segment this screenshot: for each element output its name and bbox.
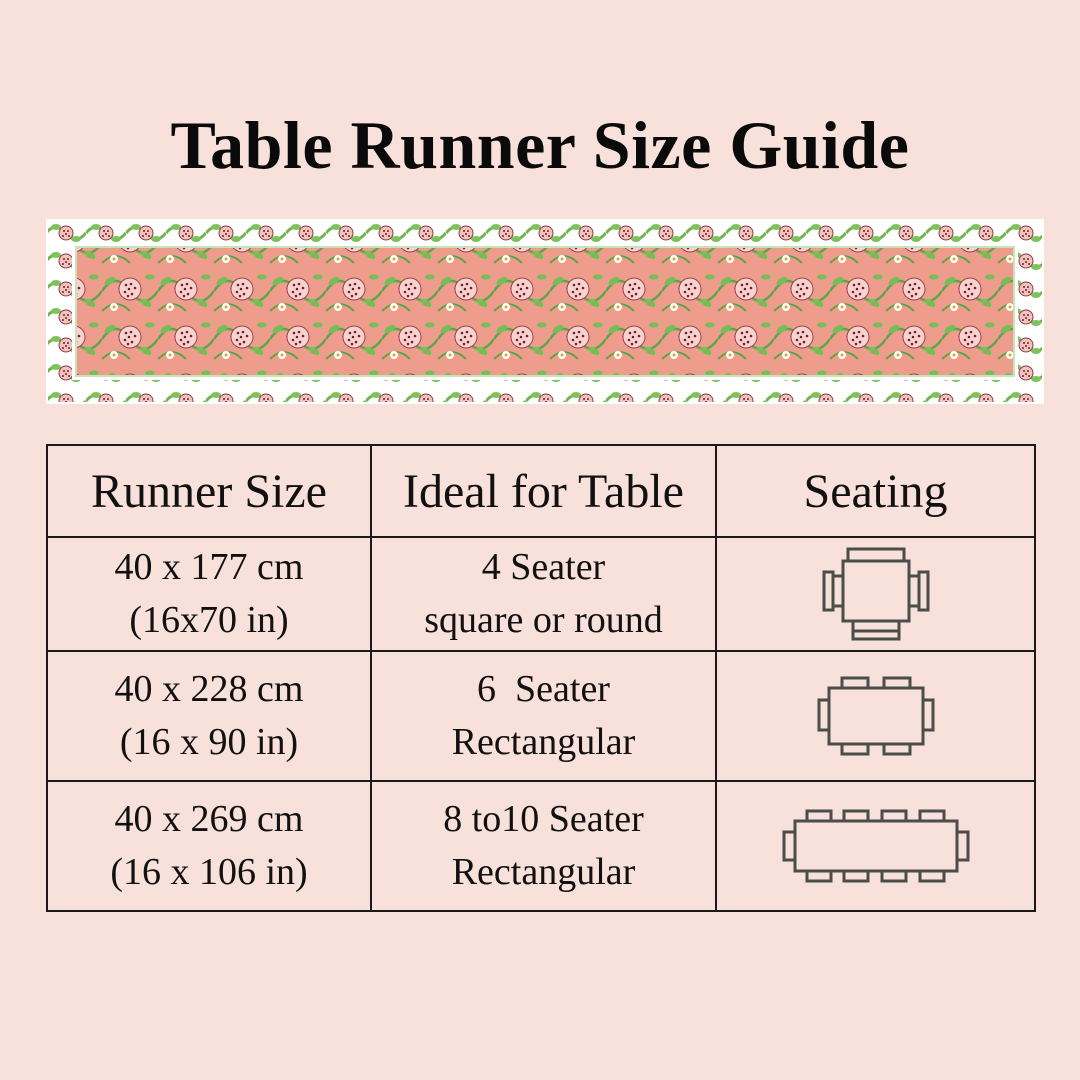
- runner-size-cell: [47, 537, 371, 651]
- seater-count: 4 Seater: [481, 546, 606, 588]
- ideal-table-cell: [371, 651, 716, 781]
- table-runner-image: [46, 219, 1044, 404]
- page-title: Table Runner Size Guide: [170, 107, 910, 183]
- header-seating: Seating: [716, 445, 1035, 537]
- runner-size-cm: 40 x 228 cm: [114, 668, 304, 710]
- table-shape: Rectangular: [451, 721, 636, 763]
- ideal-table-cell: [371, 781, 716, 911]
- runner-size-cell: [47, 781, 371, 911]
- table-header-row: [47, 445, 1035, 537]
- table-shape: Rectangular: [451, 851, 636, 893]
- table-row: [47, 781, 1035, 911]
- table-shape: square or round: [424, 599, 663, 641]
- eight-to-ten-seater-table-icon: [716, 781, 1035, 911]
- table-row: [47, 537, 1035, 651]
- runner-size-cell: [47, 651, 371, 781]
- runner-size-in: (16 x 106 in): [110, 851, 308, 893]
- seater-count: 8 to10 Seater: [443, 798, 644, 840]
- runner-size-in: (16x70 in): [129, 599, 289, 641]
- runner-size-in: (16 x 90 in): [119, 721, 299, 763]
- size-guide-table: [46, 444, 1036, 912]
- header-runner-size: Runner Size: [47, 445, 371, 537]
- runner-size-cm: 40 x 269 cm: [114, 798, 304, 840]
- six-seater-table-icon: [716, 651, 1035, 781]
- four-seater-table-icon: [716, 537, 1035, 651]
- ideal-table-cell: [371, 537, 716, 651]
- seater-count: 6 Seater: [477, 668, 610, 710]
- header-ideal-for-table: Ideal for Table: [371, 445, 716, 537]
- table-row: [47, 651, 1035, 781]
- runner-size-cm: 40 x 177 cm: [114, 546, 304, 588]
